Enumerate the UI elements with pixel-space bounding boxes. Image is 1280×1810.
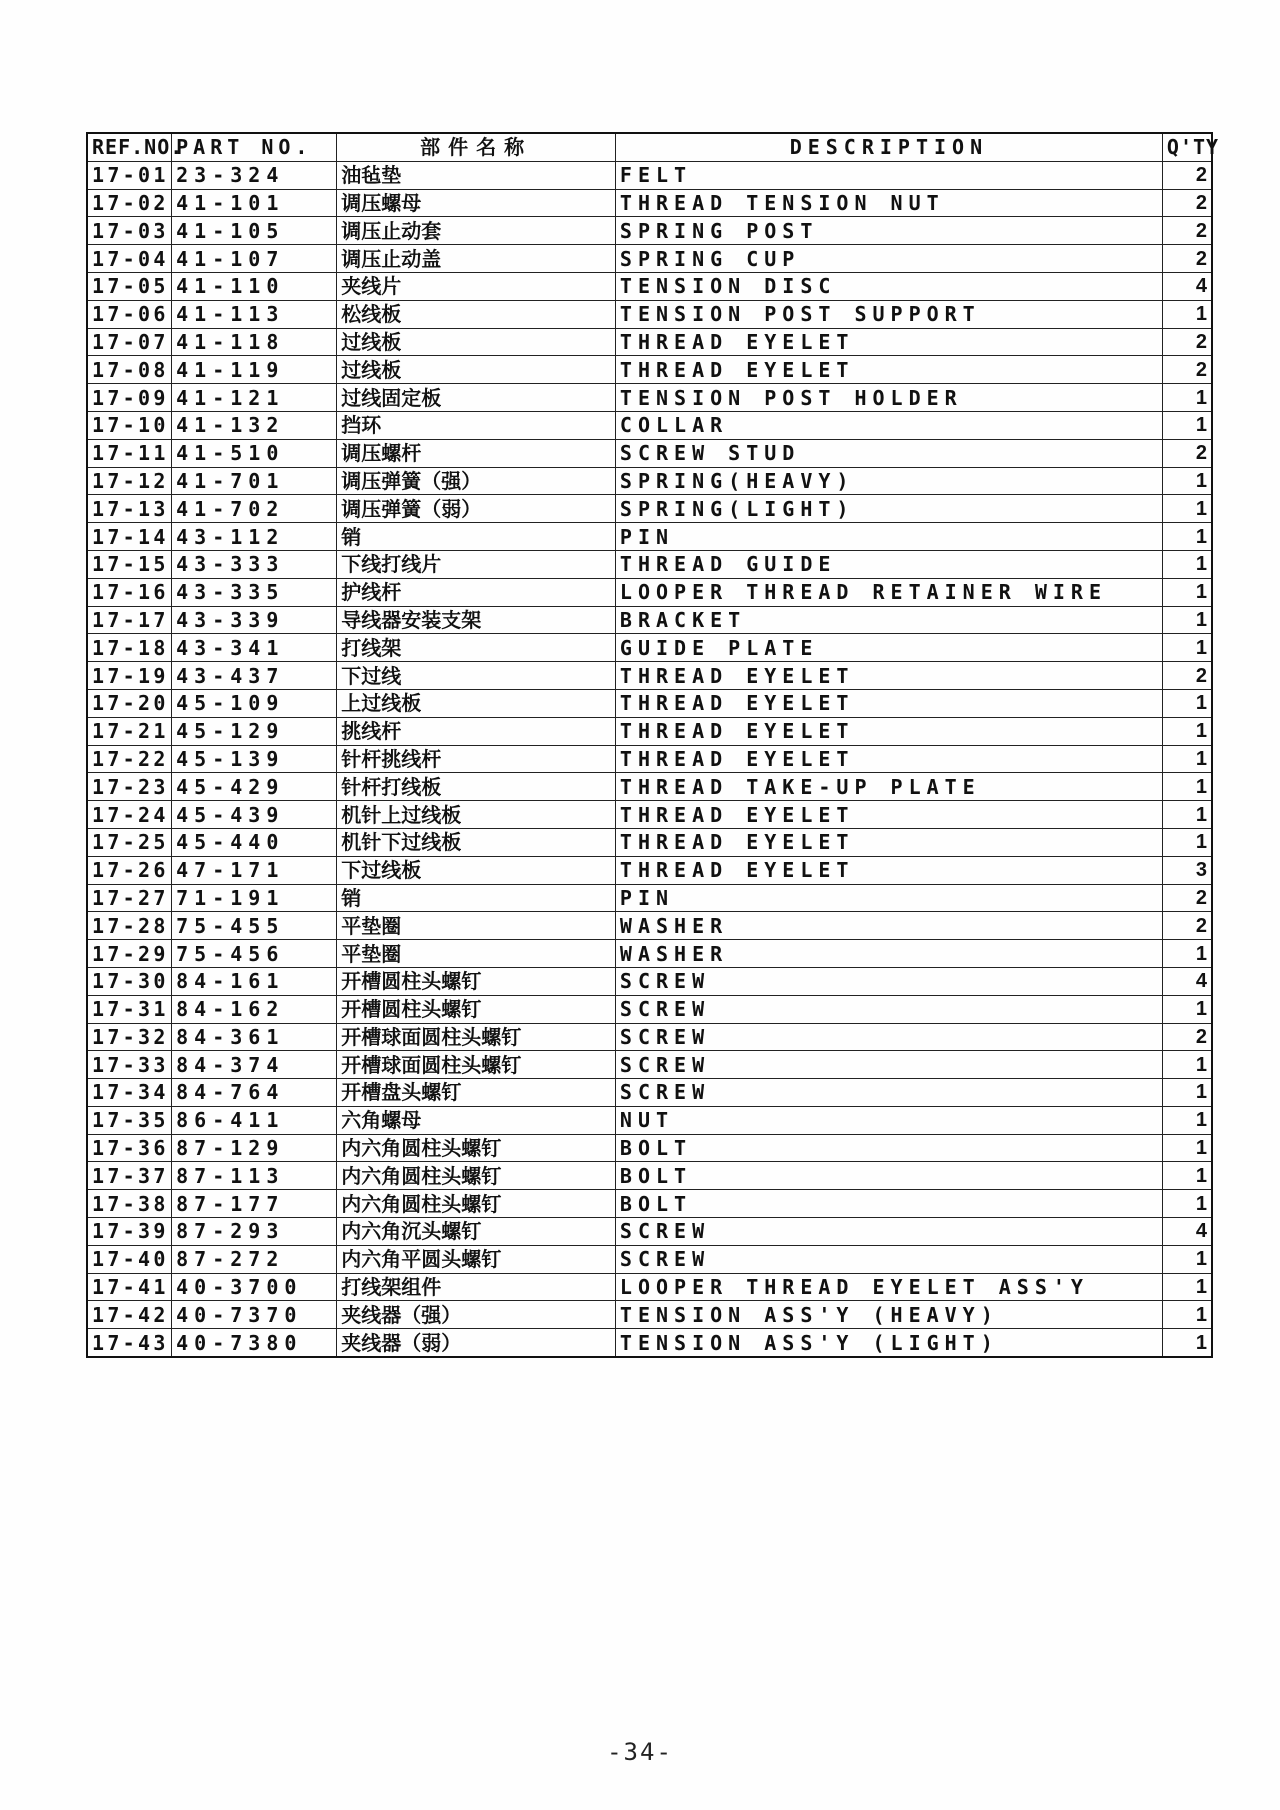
part-name-cell: 开槽圆柱头螺钉 <box>337 995 616 1023</box>
part-no-cell: 75-455 <box>172 912 337 940</box>
ref-no-cell: 17-36 <box>87 1134 172 1162</box>
part-no-cell: 84-162 <box>172 995 337 1023</box>
description-cell: SPRING POST <box>615 217 1162 245</box>
description-cell: SCREW <box>615 1051 1162 1079</box>
quantity-cell: 2 <box>1162 217 1212 245</box>
part-name-cell: 调压螺杆 <box>337 439 616 467</box>
description-cell: THREAD EYELET <box>615 856 1162 884</box>
table-row <box>87 662 1212 690</box>
part-no-cell: 43-333 <box>172 550 337 578</box>
ref-no-cell: 17-31 <box>87 995 172 1023</box>
quantity-cell: 2 <box>1162 189 1212 217</box>
description-cell: LOOPER THREAD RETAINER WIRE <box>615 578 1162 606</box>
part-name-cell: 开槽球面圆柱头螺钉 <box>337 1051 616 1079</box>
table-row <box>87 1190 1212 1218</box>
table-row <box>87 578 1212 606</box>
table-row <box>87 828 1212 856</box>
ref-no-cell: 17-32 <box>87 1023 172 1051</box>
quantity-cell: 1 <box>1162 1134 1212 1162</box>
header-ref-no: REF.NO. <box>87 133 172 161</box>
part-no-cell: 41-121 <box>172 384 337 412</box>
ref-no-cell: 17-35 <box>87 1106 172 1134</box>
quantity-cell: 1 <box>1162 1329 1212 1357</box>
table-row <box>87 439 1212 467</box>
part-name-cell: 夹线器（强） <box>337 1301 616 1329</box>
table-row <box>87 411 1212 439</box>
description-cell: SPRING(LIGHT) <box>615 495 1162 523</box>
header-part-no: PART NO. <box>172 133 337 161</box>
quantity-cell: 1 <box>1162 606 1212 634</box>
part-name-cell: 开槽球面圆柱头螺钉 <box>337 1023 616 1051</box>
part-no-cell: 40-7380 <box>172 1329 337 1357</box>
ref-no-cell: 17-18 <box>87 634 172 662</box>
part-no-cell: 43-112 <box>172 523 337 551</box>
quantity-cell: 1 <box>1162 1273 1212 1301</box>
ref-no-cell: 17-08 <box>87 356 172 384</box>
part-name-cell: 打线架 <box>337 634 616 662</box>
table-row <box>87 1162 1212 1190</box>
description-cell: GUIDE PLATE <box>615 634 1162 662</box>
ref-no-cell: 17-07 <box>87 328 172 356</box>
page-number: -34- <box>607 1738 673 1766</box>
quantity-cell: 3 <box>1162 856 1212 884</box>
ref-no-cell: 17-16 <box>87 578 172 606</box>
ref-no-cell: 17-20 <box>87 689 172 717</box>
part-no-cell: 84-361 <box>172 1023 337 1051</box>
quantity-cell: 1 <box>1162 1079 1212 1107</box>
ref-no-cell: 17-14 <box>87 523 172 551</box>
parts-table-body <box>87 161 1212 1357</box>
part-no-cell: 71-191 <box>172 884 337 912</box>
description-cell: BOLT <box>615 1162 1162 1190</box>
part-no-cell: 41-101 <box>172 189 337 217</box>
part-name-cell: 夹线片 <box>337 272 616 300</box>
quantity-cell: 1 <box>1162 300 1212 328</box>
ref-no-cell: 17-37 <box>87 1162 172 1190</box>
description-cell: TENSION ASS'Y (HEAVY) <box>615 1301 1162 1329</box>
part-no-cell: 41-132 <box>172 411 337 439</box>
part-no-cell: 40-3700 <box>172 1273 337 1301</box>
ref-no-cell: 17-06 <box>87 300 172 328</box>
table-row <box>87 745 1212 773</box>
part-name-cell: 针杆挑线杆 <box>337 745 616 773</box>
description-cell: THREAD EYELET <box>615 745 1162 773</box>
ref-no-cell: 17-25 <box>87 828 172 856</box>
part-name-cell: 机针上过线板 <box>337 801 616 829</box>
quantity-cell: 2 <box>1162 161 1212 189</box>
part-no-cell: 87-293 <box>172 1218 337 1246</box>
ref-no-cell: 17-17 <box>87 606 172 634</box>
ref-no-cell: 17-29 <box>87 940 172 968</box>
table-row <box>87 272 1212 300</box>
part-name-cell: 销 <box>337 523 616 551</box>
ref-no-cell: 17-09 <box>87 384 172 412</box>
description-cell: THREAD EYELET <box>615 801 1162 829</box>
quantity-cell: 1 <box>1162 1162 1212 1190</box>
table-row <box>87 801 1212 829</box>
quantity-cell: 1 <box>1162 689 1212 717</box>
description-cell: PIN <box>615 523 1162 551</box>
part-name-cell: 开槽圆柱头螺钉 <box>337 967 616 995</box>
part-no-cell: 45-109 <box>172 689 337 717</box>
part-name-cell: 挑线杆 <box>337 717 616 745</box>
ref-no-cell: 17-04 <box>87 245 172 273</box>
part-name-cell: 松线板 <box>337 300 616 328</box>
ref-no-cell: 17-23 <box>87 773 172 801</box>
description-cell: COLLAR <box>615 411 1162 439</box>
description-cell: LOOPER THREAD EYELET ASS'Y <box>615 1273 1162 1301</box>
ref-no-cell: 17-15 <box>87 550 172 578</box>
description-cell: FELT <box>615 161 1162 189</box>
part-no-cell: 87-129 <box>172 1134 337 1162</box>
table-row <box>87 1218 1212 1246</box>
table-row <box>87 550 1212 578</box>
part-name-cell: 下过线板 <box>337 856 616 884</box>
part-name-cell: 夹线器（弱） <box>337 1329 616 1357</box>
ref-no-cell: 17-22 <box>87 745 172 773</box>
quantity-cell: 1 <box>1162 940 1212 968</box>
quantity-cell: 1 <box>1162 828 1212 856</box>
description-cell: SPRING(HEAVY) <box>615 467 1162 495</box>
table-row <box>87 967 1212 995</box>
ref-no-cell: 17-01 <box>87 161 172 189</box>
description-cell: THREAD EYELET <box>615 689 1162 717</box>
table-row <box>87 217 1212 245</box>
description-cell: TENSION POST HOLDER <box>615 384 1162 412</box>
quantity-cell: 1 <box>1162 1301 1212 1329</box>
table-row <box>87 717 1212 745</box>
table-row <box>87 1329 1212 1357</box>
part-no-cell: 87-177 <box>172 1190 337 1218</box>
quantity-cell: 4 <box>1162 967 1212 995</box>
part-name-cell: 调压弹簧（弱） <box>337 495 616 523</box>
description-cell: SCREW <box>615 1079 1162 1107</box>
header-part-name: 部件名称 <box>337 133 616 161</box>
table-row <box>87 356 1212 384</box>
quantity-cell: 4 <box>1162 1218 1212 1246</box>
ref-no-cell: 17-13 <box>87 495 172 523</box>
table-row <box>87 1273 1212 1301</box>
table-row <box>87 384 1212 412</box>
part-no-cell: 43-437 <box>172 662 337 690</box>
part-name-cell: 内六角平圆头螺钉 <box>337 1245 616 1273</box>
part-name-cell: 上过线板 <box>337 689 616 717</box>
table-row <box>87 884 1212 912</box>
description-cell: SCREW <box>615 995 1162 1023</box>
description-cell: THREAD EYELET <box>615 828 1162 856</box>
quantity-cell: 4 <box>1162 272 1212 300</box>
quantity-cell: 2 <box>1162 662 1212 690</box>
ref-no-cell: 17-11 <box>87 439 172 467</box>
table-row <box>87 1051 1212 1079</box>
part-no-cell: 43-335 <box>172 578 337 606</box>
part-no-cell: 45-440 <box>172 828 337 856</box>
quantity-cell: 1 <box>1162 1106 1212 1134</box>
quantity-cell: 1 <box>1162 634 1212 662</box>
quantity-cell: 1 <box>1162 578 1212 606</box>
part-no-cell: 75-456 <box>172 940 337 968</box>
table-row <box>87 245 1212 273</box>
table-row <box>87 1134 1212 1162</box>
part-name-cell: 调压止动盖 <box>337 245 616 273</box>
part-no-cell: 41-701 <box>172 467 337 495</box>
part-name-cell: 过线固定板 <box>337 384 616 412</box>
ref-no-cell: 17-33 <box>87 1051 172 1079</box>
ref-no-cell: 17-19 <box>87 662 172 690</box>
part-name-cell: 油毡垫 <box>337 161 616 189</box>
quantity-cell: 1 <box>1162 467 1212 495</box>
quantity-cell: 2 <box>1162 439 1212 467</box>
table-row <box>87 523 1212 551</box>
description-cell: THREAD GUIDE <box>615 550 1162 578</box>
table-row <box>87 634 1212 662</box>
table-row <box>87 940 1212 968</box>
part-no-cell: 45-439 <box>172 801 337 829</box>
part-no-cell: 45-429 <box>172 773 337 801</box>
description-cell: SCREW <box>615 1023 1162 1051</box>
quantity-cell: 1 <box>1162 717 1212 745</box>
description-cell: THREAD TENSION NUT <box>615 189 1162 217</box>
part-name-cell: 六角螺母 <box>337 1106 616 1134</box>
part-name-cell: 销 <box>337 884 616 912</box>
part-no-cell: 45-129 <box>172 717 337 745</box>
part-name-cell: 挡环 <box>337 411 616 439</box>
table-row <box>87 495 1212 523</box>
description-cell: TENSION DISC <box>615 272 1162 300</box>
part-no-cell: 84-161 <box>172 967 337 995</box>
quantity-cell: 2 <box>1162 245 1212 273</box>
ref-no-cell: 17-34 <box>87 1079 172 1107</box>
description-cell: BOLT <box>615 1190 1162 1218</box>
part-name-cell: 调压螺母 <box>337 189 616 217</box>
description-cell: THREAD EYELET <box>615 662 1162 690</box>
ref-no-cell: 17-28 <box>87 912 172 940</box>
description-cell: SCREW <box>615 1218 1162 1246</box>
description-cell: SCREW <box>615 967 1162 995</box>
part-no-cell: 41-105 <box>172 217 337 245</box>
part-name-cell: 机针下过线板 <box>337 828 616 856</box>
quantity-cell: 2 <box>1162 328 1212 356</box>
ref-no-cell: 17-24 <box>87 801 172 829</box>
part-no-cell: 84-374 <box>172 1051 337 1079</box>
quantity-cell: 1 <box>1162 1245 1212 1273</box>
ref-no-cell: 17-27 <box>87 884 172 912</box>
ref-no-cell: 17-10 <box>87 411 172 439</box>
part-no-cell: 41-118 <box>172 328 337 356</box>
quantity-cell: 1 <box>1162 384 1212 412</box>
quantity-cell: 2 <box>1162 1023 1212 1051</box>
part-no-cell: 87-272 <box>172 1245 337 1273</box>
table-row <box>87 1079 1212 1107</box>
ref-no-cell: 17-39 <box>87 1218 172 1246</box>
quantity-cell: 1 <box>1162 801 1212 829</box>
quantity-cell: 2 <box>1162 356 1212 384</box>
quantity-cell: 1 <box>1162 523 1212 551</box>
part-name-cell: 内六角圆柱头螺钉 <box>337 1190 616 1218</box>
part-no-cell: 40-7370 <box>172 1301 337 1329</box>
description-cell: PIN <box>615 884 1162 912</box>
part-no-cell: 47-171 <box>172 856 337 884</box>
part-name-cell: 导线器安装支架 <box>337 606 616 634</box>
quantity-cell: 2 <box>1162 912 1212 940</box>
part-name-cell: 平垫圈 <box>337 940 616 968</box>
ref-no-cell: 17-03 <box>87 217 172 245</box>
header-description: DESCRIPTION <box>615 133 1162 161</box>
part-no-cell: 41-113 <box>172 300 337 328</box>
part-no-cell: 41-702 <box>172 495 337 523</box>
description-cell: THREAD EYELET <box>615 328 1162 356</box>
quantity-cell: 1 <box>1162 1190 1212 1218</box>
table-row <box>87 300 1212 328</box>
ref-no-cell: 17-42 <box>87 1301 172 1329</box>
ref-no-cell: 17-05 <box>87 272 172 300</box>
description-cell: SCREW STUD <box>615 439 1162 467</box>
table-row <box>87 1245 1212 1273</box>
table-row <box>87 1023 1212 1051</box>
table-row <box>87 467 1212 495</box>
description-cell: THREAD EYELET <box>615 717 1162 745</box>
description-cell: WASHER <box>615 940 1162 968</box>
quantity-cell: 1 <box>1162 495 1212 523</box>
part-no-cell: 86-411 <box>172 1106 337 1134</box>
part-name-cell: 针杆打线板 <box>337 773 616 801</box>
table-row <box>87 161 1212 189</box>
header-quantity: Q'TY <box>1162 133 1212 161</box>
part-name-cell: 内六角沉头螺钉 <box>337 1218 616 1246</box>
table-row <box>87 189 1212 217</box>
part-no-cell: 41-510 <box>172 439 337 467</box>
quantity-cell: 1 <box>1162 995 1212 1023</box>
part-no-cell: 87-113 <box>172 1162 337 1190</box>
ref-no-cell: 17-21 <box>87 717 172 745</box>
part-no-cell: 41-107 <box>172 245 337 273</box>
quantity-cell: 2 <box>1162 884 1212 912</box>
table-header-row <box>87 133 1212 161</box>
part-no-cell: 45-139 <box>172 745 337 773</box>
part-no-cell: 41-119 <box>172 356 337 384</box>
table-row <box>87 912 1212 940</box>
ref-no-cell: 17-30 <box>87 967 172 995</box>
description-cell: BRACKET <box>615 606 1162 634</box>
part-name-cell: 打线架组件 <box>337 1273 616 1301</box>
quantity-cell: 1 <box>1162 411 1212 439</box>
part-name-cell: 内六角圆柱头螺钉 <box>337 1162 616 1190</box>
table-row <box>87 1301 1212 1329</box>
description-cell: THREAD EYELET <box>615 356 1162 384</box>
table-row <box>87 856 1212 884</box>
ref-no-cell: 17-26 <box>87 856 172 884</box>
table-row <box>87 328 1212 356</box>
part-name-cell: 内六角圆柱头螺钉 <box>337 1134 616 1162</box>
table-row <box>87 1106 1212 1134</box>
table-row <box>87 606 1212 634</box>
description-cell: SCREW <box>615 1245 1162 1273</box>
table-row <box>87 773 1212 801</box>
description-cell: TENSION POST SUPPORT <box>615 300 1162 328</box>
table-row <box>87 689 1212 717</box>
ref-no-cell: 17-38 <box>87 1190 172 1218</box>
part-no-cell: 43-339 <box>172 606 337 634</box>
part-name-cell: 下线打线片 <box>337 550 616 578</box>
part-no-cell: 84-764 <box>172 1079 337 1107</box>
part-name-cell: 过线板 <box>337 328 616 356</box>
quantity-cell: 1 <box>1162 1051 1212 1079</box>
part-name-cell: 开槽盘头螺钉 <box>337 1079 616 1107</box>
ref-no-cell: 17-40 <box>87 1245 172 1273</box>
ref-no-cell: 17-43 <box>87 1329 172 1357</box>
part-name-cell: 调压弹簧（强） <box>337 467 616 495</box>
ref-no-cell: 17-41 <box>87 1273 172 1301</box>
ref-no-cell: 17-02 <box>87 189 172 217</box>
description-cell: NUT <box>615 1106 1162 1134</box>
parts-table <box>86 132 1220 1358</box>
part-name-cell: 调压止动套 <box>337 217 616 245</box>
description-cell: WASHER <box>615 912 1162 940</box>
part-no-cell: 23-324 <box>172 161 337 189</box>
quantity-cell: 1 <box>1162 745 1212 773</box>
ref-no-cell: 17-12 <box>87 467 172 495</box>
table-row <box>87 995 1212 1023</box>
quantity-cell: 1 <box>1162 550 1212 578</box>
part-name-cell: 过线板 <box>337 356 616 384</box>
part-no-cell: 41-110 <box>172 272 337 300</box>
description-cell: BOLT <box>615 1134 1162 1162</box>
part-name-cell: 下过线 <box>337 662 616 690</box>
part-name-cell: 平垫圈 <box>337 912 616 940</box>
part-no-cell: 43-341 <box>172 634 337 662</box>
part-name-cell: 护线杆 <box>337 578 616 606</box>
description-cell: THREAD TAKE-UP PLATE <box>615 773 1162 801</box>
description-cell: TENSION ASS'Y (LIGHT) <box>615 1329 1162 1357</box>
quantity-cell: 1 <box>1162 773 1212 801</box>
description-cell: SPRING CUP <box>615 245 1162 273</box>
